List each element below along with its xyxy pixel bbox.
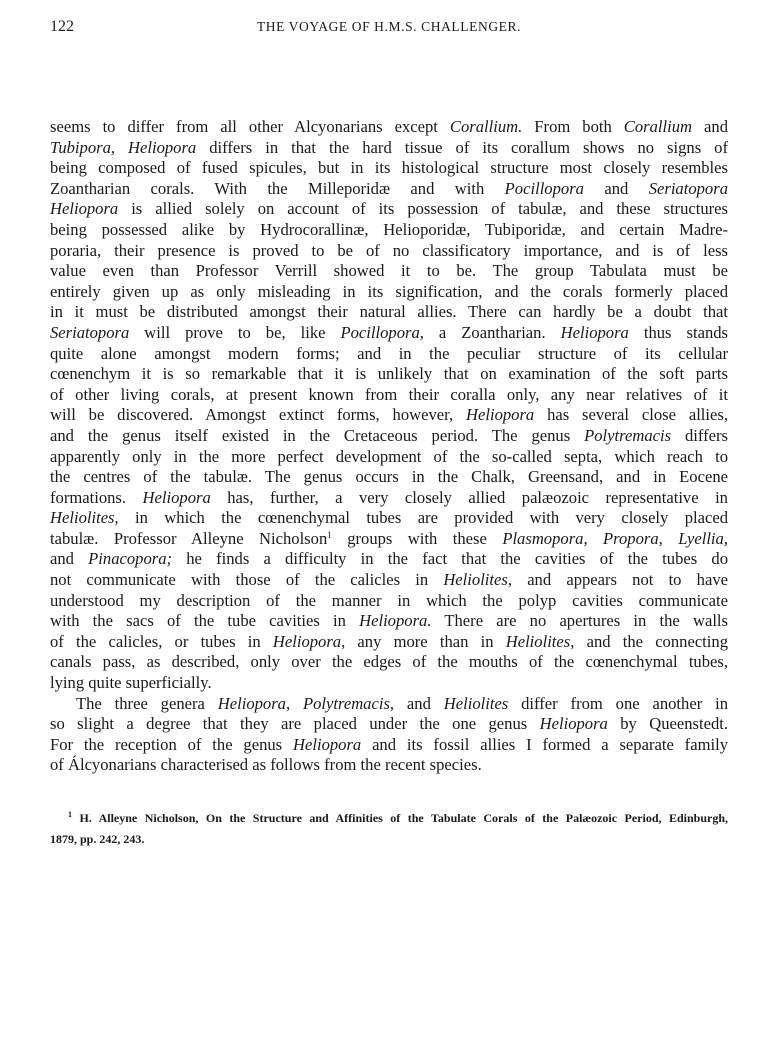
text-line: [50, 158, 728, 179]
italic-term: Pocillopora: [340, 322, 420, 342]
text-run: quite alone amongst modern forms; and in the peculiar structure of its cellular: [50, 343, 728, 363]
text-run: being possessed alike by Hydrocorallinæ, Helioporidæ, Tubiporidæ, and certain Madre-: [50, 219, 728, 239]
text-line: [50, 117, 728, 138]
text-run: in which the cœnenchymal tubes are provided with very closely placed: [118, 508, 728, 528]
text-run: being composed of fused spicules, but in its histological structure most closely resembles: [50, 158, 728, 178]
text-line: [50, 714, 728, 735]
text-line: [50, 447, 728, 468]
text-run: value even than Professor Verrill showed it to be. The group Tabulata must be: [50, 261, 728, 281]
text-run: so slight a degree that they are placed under the one genus: [50, 714, 540, 734]
italic-term: Polytremacis: [584, 425, 672, 445]
text-line: [50, 426, 728, 447]
italic-term: Heliolites,: [50, 508, 119, 528]
page-number: 122: [50, 18, 74, 35]
text-line: [50, 694, 728, 715]
text-line: [50, 508, 728, 529]
footnote-text: H. Alleyne Nicholson, On the Structure and Affinities of the Tabulate Corals of the Palæozoic Period, Edinburgh,: [79, 811, 729, 825]
italic-term: Heliopora: [293, 734, 362, 754]
text-run: differ from one another in: [508, 693, 728, 713]
text-run: seems to differ from all other Alcyonarians except: [50, 117, 450, 136]
text-run: canals pass, as described, only over the edges of the mouths of the cœnenchymal tubes,: [50, 652, 728, 672]
text-run: poraria, their presence is proved to be of no classificatory importance, and is of less: [50, 240, 728, 260]
text-run: Zoantharian corals. With the Milleporidæ and with: [50, 178, 505, 198]
italic-term: Corallium.: [449, 117, 523, 136]
text-line: [50, 138, 728, 159]
italic-term: Tubipora, Heliopora: [50, 137, 197, 157]
text-line: [50, 467, 728, 488]
text-run: and: [50, 549, 89, 569]
running-header: [50, 18, 728, 42]
text-line: [50, 529, 728, 550]
text-run: will prove to be, like: [129, 322, 341, 342]
text-run: cœnenchym it is so remarkable that it is unlikely that on examination of the soft parts: [50, 364, 728, 384]
text-line: [50, 549, 728, 570]
text-line: [50, 364, 728, 385]
text-run: and its fossil allies I formed a separate family: [361, 734, 728, 754]
text-run: From both: [522, 117, 624, 136]
italic-term: Heliopora: [466, 405, 535, 425]
italic-term: Heliopora: [539, 714, 608, 734]
text-line: [50, 385, 728, 406]
text-run: differs in that the hard tissue of its corallum shows no signs of: [196, 137, 728, 157]
italic-term: Heliopora.: [359, 611, 432, 631]
text-run: not communicate with those of the calicles in: [50, 570, 444, 590]
text-run: of Álcyonarians characterised as follows from the recent species.: [50, 755, 482, 775]
text-run: he finds a difficulty in the fact that the cavities of the tubes do: [172, 549, 728, 569]
italic-term: Seriatopora: [648, 178, 728, 198]
italic-term: Heliopora: [272, 631, 342, 651]
text-run: with the sacs of the tube cavities in: [50, 611, 360, 631]
italic-term: Plasmopora, Propora, Lyellia,: [502, 528, 728, 548]
text-line: [50, 405, 728, 426]
text-run: formations.: [50, 487, 143, 507]
text-line: [50, 199, 728, 220]
text-run: has several close allies,: [534, 405, 728, 425]
text-run: understood my description of the manner in which the polyp cavities communicate: [50, 590, 728, 610]
running-title: THE VOYAGE OF H.M.S. CHALLENGER.: [256, 19, 522, 34]
text-line: [50, 323, 728, 344]
body-text: [50, 117, 728, 776]
text-line: [50, 302, 728, 323]
text-run: The three genera: [76, 693, 218, 713]
footnote-marker: 1: [68, 810, 72, 819]
text-line: [50, 282, 728, 303]
italic-term: Pinacopora;: [88, 549, 173, 569]
italic-term: Seriatopora: [50, 322, 130, 342]
italic-term: Heliolites: [443, 570, 508, 590]
italic-term: Heliolites: [505, 631, 571, 651]
text-line: [50, 570, 728, 591]
text-run: There are no apertures in the walls: [431, 611, 728, 631]
text-run: the centres of the tabulæ. The genus occurs in the Chalk, Greensand, and in Eocene: [50, 467, 728, 487]
italic-term: Heliopora: [50, 199, 119, 219]
italic-term: Pocillopora: [504, 178, 584, 198]
italic-term: Heliopora: [560, 322, 629, 342]
text-run: differs: [671, 425, 729, 445]
text-run: apparently only in the more perfect development of the so-called septa, which reach to: [50, 446, 728, 466]
text-run: and: [583, 178, 649, 198]
text-run: entirely given up as only misleading in its signification, and the corals formerly placed: [50, 281, 728, 301]
footnote-line: [50, 808, 728, 829]
footnote-line: 1879, pp. 242, 243.: [50, 832, 145, 846]
footnote-reference: 1: [327, 529, 332, 540]
text-run: groups with these: [331, 528, 503, 548]
text-line: [50, 220, 728, 241]
italic-term: Corallium: [623, 117, 693, 136]
text-run: lying quite superficially.: [50, 673, 212, 693]
text-run: and: [394, 693, 444, 713]
text-run: , a Zoantharian.: [419, 322, 561, 342]
text-run: , and appears not to have: [507, 570, 728, 590]
text-run: For the reception of the genus: [50, 734, 293, 754]
text-line: [50, 632, 728, 653]
italic-term: Heliopora, Polytremacis,: [217, 693, 395, 713]
text-run: will be discovered. Amongst extinct forms, however,: [50, 405, 467, 425]
text-run: tabulæ. Professor Alleyne Nicholson: [50, 528, 328, 548]
text-run: of the calicles, or tubes in: [50, 631, 273, 651]
text-line: [50, 611, 728, 632]
text-line: [50, 179, 728, 200]
text-run: in it must be distributed amongst their natural allies. There can hardly be a doubt that: [50, 302, 728, 322]
text-line: [50, 241, 728, 262]
text-line: [50, 488, 728, 509]
text-line: [50, 673, 728, 694]
text-run: of other living corals, at present known from their coralla only, any near relatives of it: [50, 384, 728, 404]
text-run: has, further, a very closely allied palæozoic representative in: [210, 487, 728, 507]
text-line: [50, 652, 728, 673]
text-line: [50, 261, 728, 282]
text-run: is allied solely on account of its possession of tabulæ, and these structures: [118, 199, 728, 219]
italic-term: Heliolites: [443, 693, 509, 713]
text-run: and: [692, 117, 729, 136]
text-line: [50, 344, 728, 365]
text-run: and the genus itself existed in the Cretaceous period. The genus: [50, 425, 585, 445]
text-run: , any more than in: [341, 631, 506, 651]
footnote: [50, 808, 728, 850]
text-run: , and the connecting: [570, 631, 728, 651]
text-line: [50, 735, 728, 756]
italic-term: Heliopora: [142, 487, 211, 507]
text-line: [50, 591, 728, 612]
text-run: by Queenstedt.: [607, 714, 729, 734]
text-line: [50, 755, 728, 776]
text-run: thus stands: [628, 322, 728, 342]
